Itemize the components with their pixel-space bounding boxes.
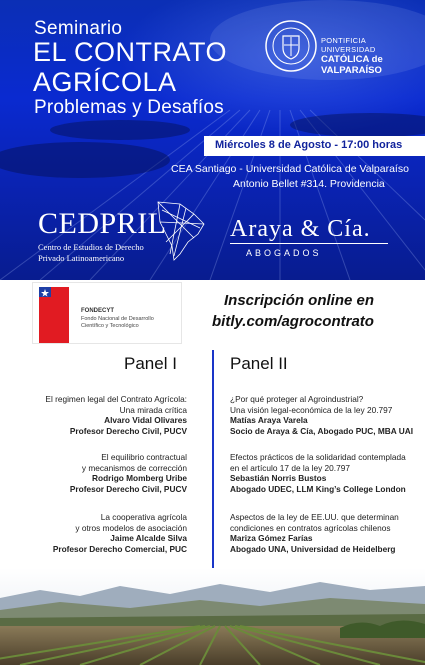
talk-speaker: Sebastián Norris Bustos [230, 473, 327, 483]
cedpril-name: CEDPRIL [38, 207, 167, 240]
registration-link[interactable]: bitly.com/agrocontrato [212, 313, 374, 330]
fondecyt-desc [81, 316, 154, 330]
talk-topic: y otros modelos de asociación [75, 522, 187, 533]
talk-speaker: Rodrigo Momberg Uribe [92, 473, 187, 483]
talk-topic: Una visión legal-económica de la ley 20.797 [230, 404, 393, 415]
talk-topic: El regimen legal del Contrato Agrícola: [45, 394, 187, 404]
talk-topic: El equilibrio contractual [101, 452, 187, 462]
talk-role: Profesor Derecho Civil, PUCV [69, 425, 187, 436]
talk-role: Abogado UDEC, LLM King’s College London [230, 483, 406, 494]
panel-2-talk-1 [230, 394, 425, 436]
fondecyt-name: FONDECYT [81, 308, 114, 314]
university-name-line3: CATÓLICA de [321, 54, 383, 65]
panel-1-talk-3 [5, 512, 187, 554]
vineyard-landscape-image [0, 568, 425, 665]
hero-banner [0, 0, 425, 280]
fondecyt-desc-line1: Fondo Nacional de Desarrollo [81, 316, 154, 322]
venue-line2: Antonio Bellet #314. Providencia [233, 178, 385, 190]
talk-role: Profesor Derecho Civil, PUCV [69, 483, 187, 494]
university-name [321, 36, 383, 76]
talk-topic: Efectos prácticos de la solidaridad contemplada [230, 452, 406, 462]
talk-topic: en el artículo 17 de la ley 20.797 [230, 462, 350, 473]
talk-speaker: Mariza Gómez Farías [230, 533, 313, 543]
latin-america-map-icon [150, 198, 208, 262]
cedpril-logo [38, 207, 167, 263]
panel-2-talk-2 [230, 452, 425, 494]
panel-2-talk-3 [230, 512, 425, 554]
talk-speaker: Alvaro Vidal Olivares [104, 415, 187, 425]
talk-topic: Aspectos de la ley de EE.UU. que determinan [230, 512, 399, 522]
cedpril-sub1: Centro de Estudios de Derecho [38, 242, 144, 252]
panel-2-title: Panel II [230, 354, 288, 373]
talk-role: Abogado UNA, Universidad de Heidelberg [230, 543, 396, 554]
event-subtitle: Problemas y Desafíos [34, 97, 224, 118]
talk-topic: Una mirada crítica [119, 404, 187, 415]
talk-topic: y mecanismos de corrección [81, 462, 187, 473]
talk-topic: La cooperativa agrícola [100, 512, 187, 522]
venue-line1: CEA Santiago - Universidad Católica de Valparaíso [171, 163, 409, 175]
panel-1-talk-2 [5, 452, 187, 494]
university-seal-icon [265, 20, 317, 72]
seminar-label: Seminario [34, 18, 123, 39]
talk-speaker: Jaime Alcalde Silva [110, 533, 187, 543]
event-title-line1: EL CONTRATO [33, 37, 228, 67]
araya-logo-sub: ABOGADOS [246, 248, 322, 258]
university-name-line1: PONTIFICIA [321, 36, 367, 45]
cedpril-sub2: Privado Latinoamericano [38, 253, 125, 263]
araya-logo-rule [230, 243, 388, 244]
talk-role: Profesor Derecho Comercial, PUC [52, 543, 187, 554]
event-title-line2: AGRÍCOLA [33, 67, 177, 97]
talk-role: Socio de Araya & Cía, Abogado PUC, MBA UAI [230, 425, 414, 436]
event-date: Miércoles 8 de Agosto - 17:00 horas [215, 139, 403, 151]
panel-1-title: Panel I [124, 354, 177, 373]
talk-speaker: Matías Araya Varela [230, 415, 308, 425]
university-name-line2: UNIVERSIDAD [321, 45, 376, 54]
fondecyt-desc-line2: Científico y Tecnológico [81, 323, 139, 329]
government-logo-icon [39, 287, 69, 343]
talk-topic: ¿Por qué proteger al Agroindustrial? [230, 394, 364, 404]
fondecyt-logo [32, 282, 182, 344]
talk-topic: condiciones en contratos agrícolas chilenos [230, 522, 391, 533]
araya-logo-name: Araya & Cía. [230, 216, 371, 242]
panel-1-talk-1 [5, 394, 187, 436]
registration-label: Inscripción online en [224, 292, 375, 309]
panel-divider [212, 350, 214, 572]
university-name-line4: VALPARAÍSO [321, 65, 382, 76]
